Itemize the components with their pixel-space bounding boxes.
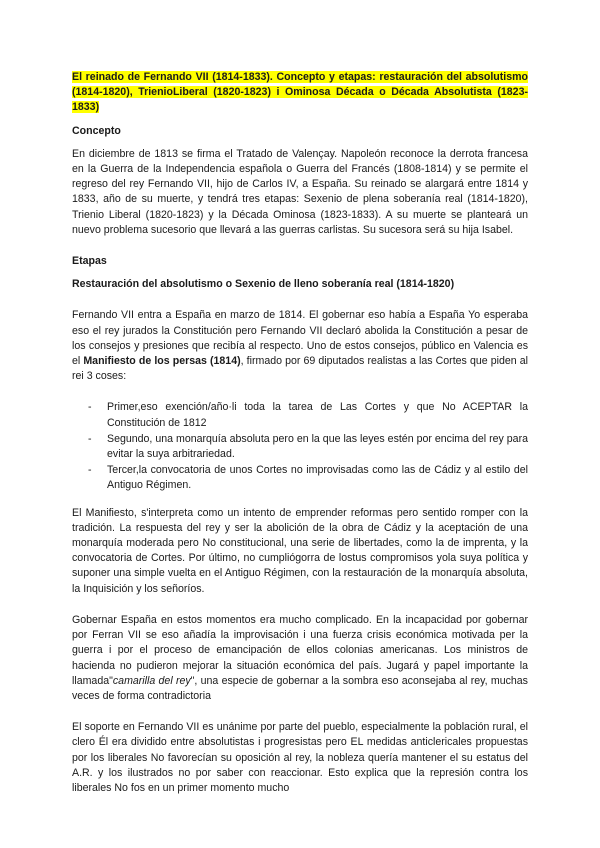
list-item: - Tercer,la convocatoria de unos Cortes no improvisadas como las de Cádiz y al estilo del Antiguo Régimen. bbox=[107, 463, 528, 493]
paragraph-text: Gobernar España en estos momentos era mucho complicado. En la incapacidad por gobernar por Ferran VII se eso añadía la improvisación i una fuerza crisis económica motivada per la guerra i por el proceso de emancipación de ellos colonias americanas. Los ministros de hacienda no pudieron mejorar la situación económica del país. Jugará y papel importante la llamada" bbox=[72, 613, 528, 687]
bold-manifiesto: Manifiesto de los persas (1814) bbox=[83, 355, 241, 368]
highlighted-title-text: El reinado de Fernando VII (1814-1833). Concepto y etapas: restauración del absolutismo (1814-1820), TrienioLiberal (1820-1823) i Ominosa Década o Década Absolutista (1823-1833) bbox=[72, 71, 528, 114]
paragraph-text: ", una especie de gobernar a la sombra eso aconsejaba al rey, muchas veces de forma contradictoria bbox=[72, 674, 528, 702]
paragraph-manifiesto: El Manifiesto, s'interpreta como un intento de emprender reformas pero sentido romper con la tradición. La respuesta del rey y ser la abolición de la obra de Cádiz y la aceptación de una monarquía moderada pero No constitucional, una serie de libertades, como la de imprenta, y la convocatoria de Cortes. Por último, no cumpliógorra de lostus compromisos yola suya política y suponer una simple vuelta en el Antiguo Régimen, con la restauración de la monarquía absoluta, la Inquisición y los señoríos. bbox=[72, 506, 528, 595]
paragraph-text: , firmado por 69 diputados realistas a las Cortes que piden al rei 3 coses: bbox=[72, 355, 528, 383]
italic-camarilla: camarilla del rey bbox=[112, 674, 191, 687]
paragraph-gobernar bbox=[72, 613, 528, 704]
paragraph-concepto: En diciembre de 1813 se firma el Tratado de Valençay. Napoleón reconoce la derrota francesa en la Guerra de la Independencia española o Guerra del Francés (1808-1814) y se permite el regreso del rey Fernando VII, hijo de Carlos IV, a España. Su reinado se alargará entre 1814 y 1833, año de su muerte, y tendrá tres etapas: Sexenio de plena soberanía real (1814-1820), Trienio Liberal (1820-1823) y la Década Ominosa (1823-1833). A su muerte se planteará un nuevo problema sucesorio que llevará a las guerras carlistas. Su sucesora será su hija Isabel. bbox=[72, 147, 528, 236]
list-item: - Segundo, una monarquía absoluta pero en la que las leyes estén por encima del rey para evitar la suya arbitrariedad. bbox=[107, 432, 528, 462]
paragraph-text: Fernando VII entra a España en marzo de 1814. El gobernar eso había a España Yo esperaba eso el rey jurados la Constitución pero Fernando VII declaró abolida la Constitución a pesar de los consejos y presiones que recibía al respecto. Uno de estos consejos, público en Valencia es el bbox=[72, 309, 528, 368]
paragraph-soporte: El soporte en Fernando VII es unánime por parte del pueblo, especialmente la población rural, el clero Él era dividido entre absolutistas i progresistas pero EL medidas anticlericales propuestas por los liberales No favorecían su oposición al rey, la nobleza quería mantener el su estatus del A.R. y los ilustrados no por saber con reaccionar. Esto explica que la represión contra los liberales No fos en un primer momento mucho bbox=[72, 721, 528, 794]
list-item: - Primer,eso exención/año·li toda la tarea de Las Cortes y que No ACEPTAR la Constitución de 1812 bbox=[107, 400, 528, 430]
demands-list bbox=[72, 400, 528, 493]
paragraph-fernando-entra bbox=[72, 308, 528, 384]
subheading-sexenio: Restauración del absolutismo o Sexenio de lleno soberanía real (1814-1820) bbox=[72, 278, 455, 291]
document-page bbox=[72, 70, 528, 805]
document-title bbox=[72, 70, 528, 116]
section-heading-etapas: Etapas bbox=[72, 255, 107, 268]
section-heading-concepto: Concepto bbox=[72, 124, 121, 137]
